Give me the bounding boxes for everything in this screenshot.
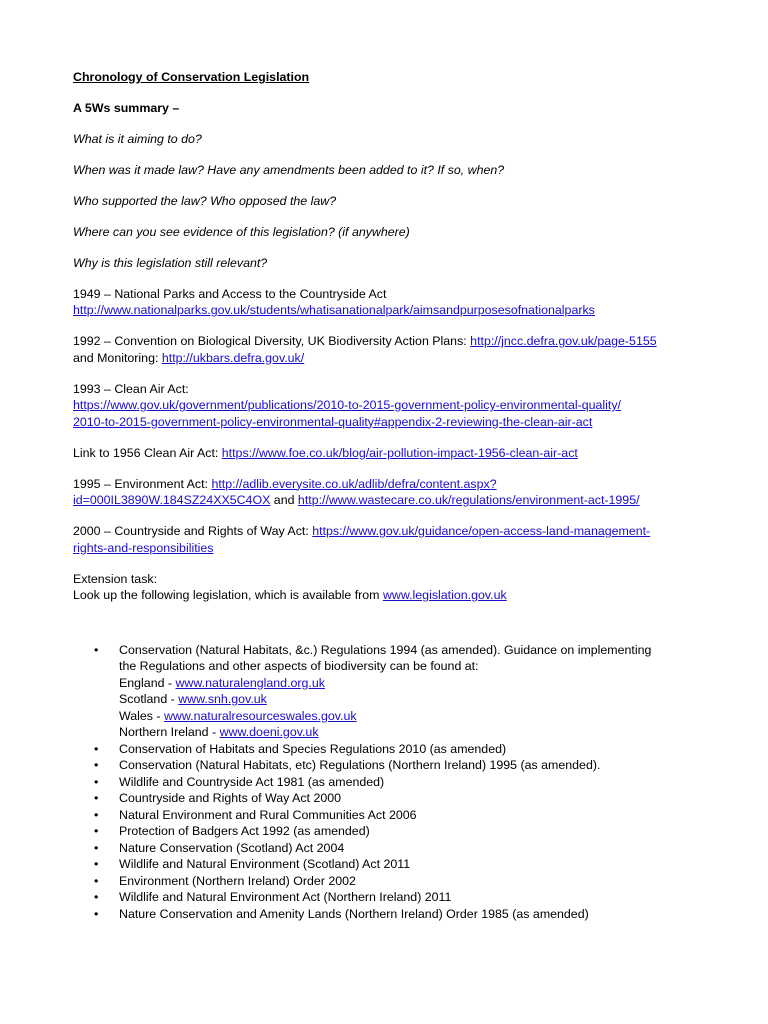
list-item: • Wildlife and Natural Environment (Scotland) Act 2011 [73, 856, 713, 873]
entry-1992-text: 1992 – Convention on Biological Diversity, UK Biodiversity Action Plans: [73, 334, 471, 348]
entry-1995-and: and [270, 493, 298, 507]
entry-1949-text: 1949 – National Parks and Access to the Countryside Act [73, 286, 387, 301]
list-item: • Environment (Northern Ireland) Order 2002 [73, 873, 713, 890]
entry-1995-link-adlib-line1: http://adlib.everysite.co.uk/adlib/defra/content.aspx? [211, 476, 497, 491]
document-body [73, 69, 713, 922]
legislation-list [73, 642, 713, 923]
entry-2000-link-line2: rights-and-responsibilities [73, 540, 214, 555]
list-item: • Nature Conservation and Amenity Lands (Northern Ireland) Order 1985 (as amended) [73, 906, 713, 923]
entry-1993 [73, 381, 713, 431]
entry-1956-link[interactable]: https://www.foe.co.uk/blog/air-pollution-impact-1956-clean-air-act [221, 445, 578, 460]
northern-ireland-line [119, 724, 713, 741]
entry-1992-link-ukbars[interactable]: http://ukbars.defra.gov.uk/ [161, 350, 305, 365]
list-item: • Countryside and Rights of Way Act 2000 [73, 790, 713, 807]
list-item: • Wildlife and Countryside Act 1981 (as amended) [73, 774, 713, 791]
bullet-first-line1: • Conservation (Natural Habitats, &c.) Regulations 1994 (as amended). Guidance on implementing [119, 642, 652, 657]
entry-2000-link-line1: https://www.gov.uk/guidance/open-access-land-management- [312, 524, 651, 538]
entry-1993-link-line2: 2010-to-2015-government-policy-environmental-quality#appendix-2-reviewing-the-clean-air-act [73, 414, 593, 429]
extension-task [73, 571, 713, 604]
wales-line [119, 708, 713, 725]
question-where: Where can you see evidence of this legislation? (if anywhere) [73, 224, 410, 239]
entry-1949 [73, 286, 713, 319]
entry-1992-monitoring-text: and Monitoring: [73, 350, 162, 365]
list-item: • Nature Conservation (Scotland) Act 2004 [73, 840, 713, 857]
bullet-first-line2: the Regulations and other aspects of biodiversity can be found at: [119, 659, 479, 673]
scotland-link[interactable]: www.snh.gov.uk [178, 692, 267, 706]
list-item: • Wildlife and Natural Environment Act (Northern Ireland) 2011 [73, 889, 713, 906]
question-aim: What is it aiming to do? [73, 131, 202, 146]
england-link[interactable]: www.naturalengland.org.uk [175, 675, 325, 690]
entry-1995-link-wastecare[interactable]: http://www.wastecare.co.uk/regulations/environment-act-1995/ [297, 493, 640, 507]
entry-2000 [73, 523, 713, 556]
list-item: • Conservation (Natural Habitats, etc) Regulations (Northern Ireland) 1995 (as amended). [73, 757, 713, 774]
entry-1992-link-jncc[interactable]: http://jncc.defra.gov.uk/page-5155 [470, 334, 657, 348]
wales-link[interactable]: www.naturalresourceswales.gov.uk [163, 708, 357, 723]
entry-1949-link[interactable]: http://www.nationalparks.gov.uk/students/whatisanationalpark/aimsandpurposesofnationalparks [73, 303, 595, 317]
extension-link-legislation[interactable]: www.legislation.gov.uk [382, 588, 507, 602]
northern-ireland-link[interactable]: www.doeni.gov.uk [219, 725, 319, 739]
document-subtitle: A 5Ws summary – [73, 100, 180, 115]
scotland-line [119, 691, 713, 708]
england-line [119, 675, 713, 692]
wales-label: Wales - [119, 708, 164, 723]
entry-1995-text: 1995 – Environment Act: [73, 476, 212, 491]
question-when: When was it made law? Have any amendments been added to it? If so, when? [73, 162, 505, 177]
question-why: Why is this legislation still relevant? [73, 255, 268, 270]
list-item: • Conservation of Habitats and Species Regulations 2010 (as amended) [73, 741, 713, 758]
entry-1956 [73, 445, 713, 462]
extension-heading: Extension task: [73, 571, 158, 586]
list-item: • Natural Environment and Rural Communities Act 2006 [73, 807, 713, 824]
entry-1992 [73, 333, 713, 366]
entry-2000-text: 2000 – Countryside and Rights of Way Act: [73, 524, 313, 538]
list-item [73, 642, 713, 741]
question-who: Who supported the law? Who opposed the law? [73, 193, 337, 208]
entry-1993-link-line1: https://www.gov.uk/government/publications/2010-to-2015-government-policy-environmental-quality/ [73, 398, 621, 412]
entry-1995-link-adlib-line2: id=000IL3890W.184SZ24XX5C4OX [73, 493, 271, 507]
england-label: England - [119, 675, 176, 690]
northern-ireland-label: Northern Ireland - [119, 725, 220, 739]
extension-text: Look up the following legislation, which is available from [73, 588, 383, 602]
scotland-label: Scotland - [119, 692, 179, 706]
entry-1995 [73, 476, 713, 509]
list-item: • Protection of Badgers Act 1992 (as amended) [73, 823, 713, 840]
document-title: Chronology of Conservation Legislation [73, 70, 310, 84]
entry-1993-text: 1993 – Clean Air Act: [73, 381, 189, 396]
entry-1993-link[interactable] [73, 398, 621, 429]
entry-1956-text: Link to 1956 Clean Air Act: [73, 445, 222, 460]
